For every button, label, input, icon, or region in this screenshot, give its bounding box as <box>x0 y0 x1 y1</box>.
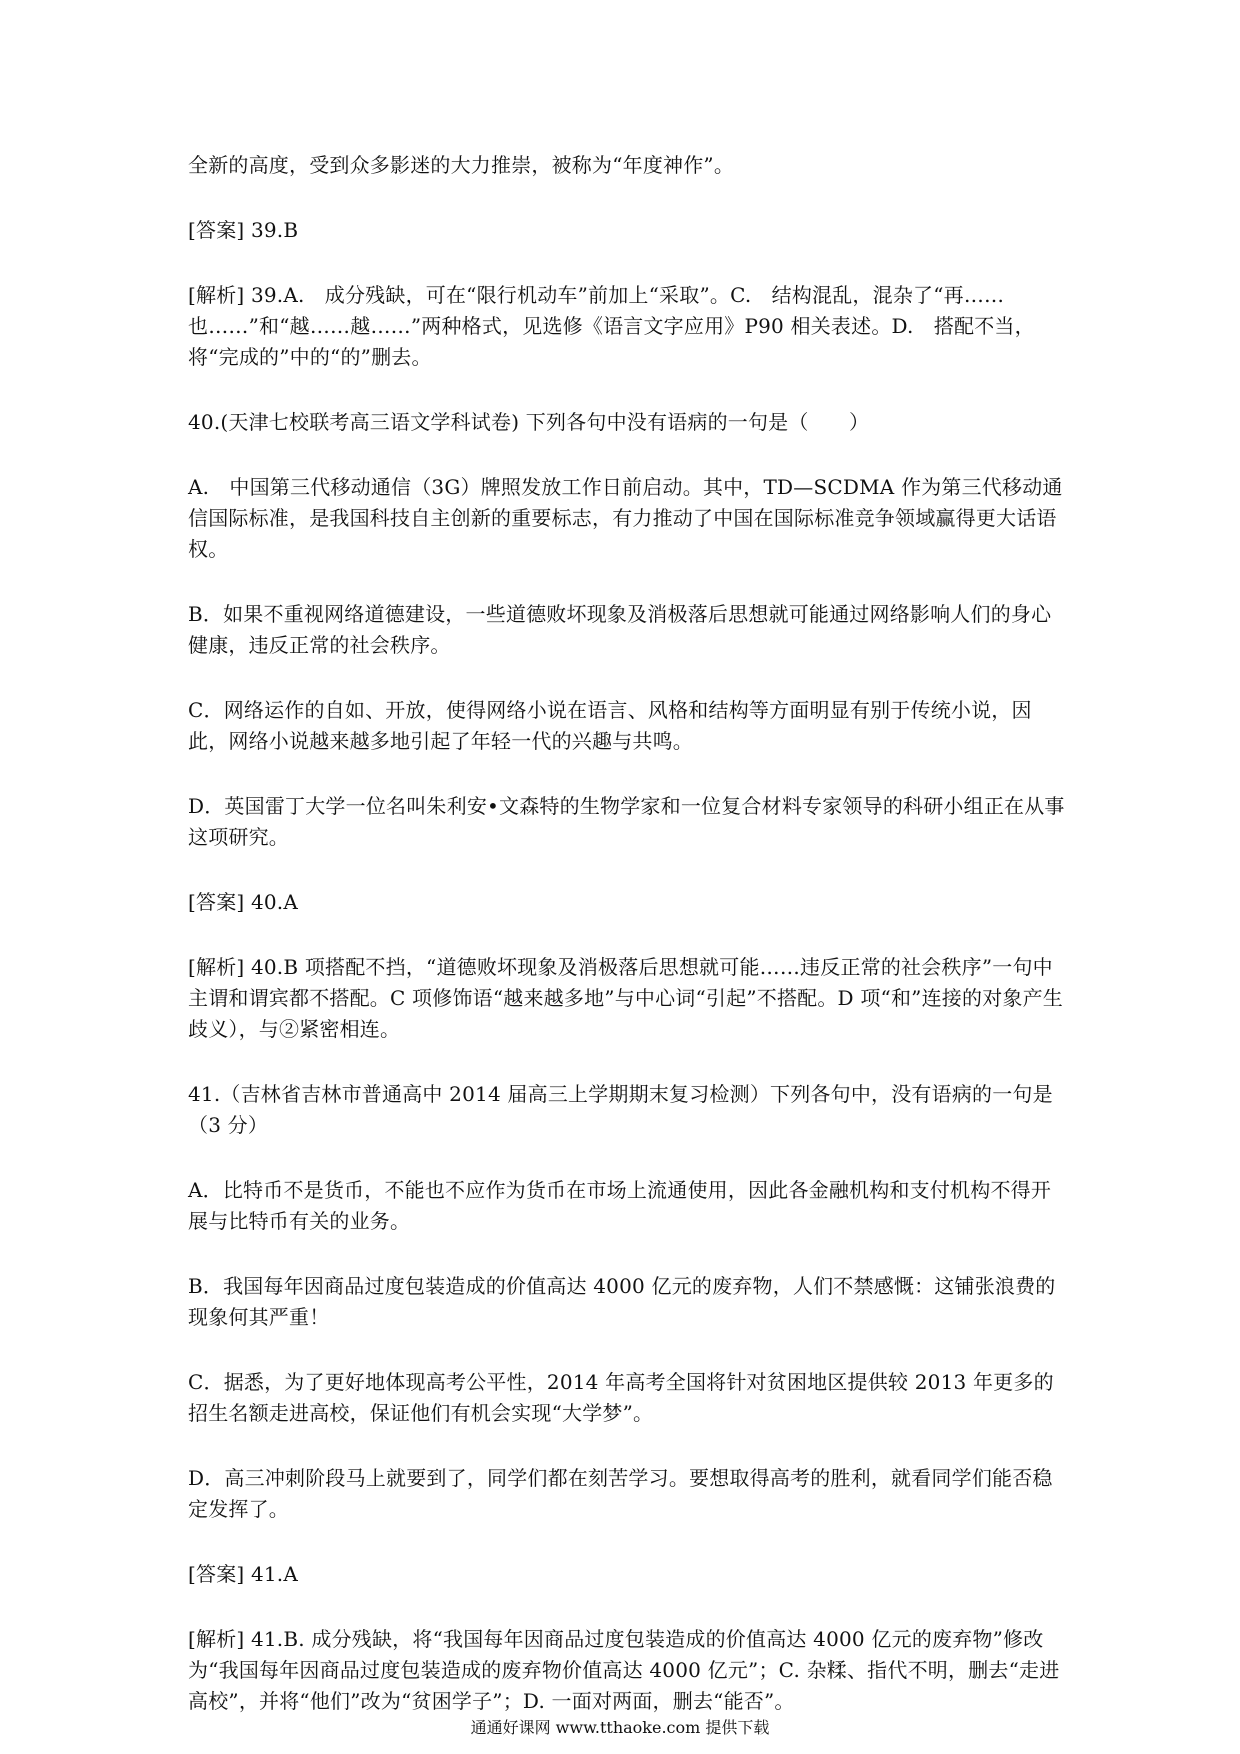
option-40-a: A. 中国第三代移动通信（3G）牌照发放工作日前启动。其中，TD—SCDMA 作为第三代移动通信国际标准，是我国科技自主创新的重要标志，有力推动了中国在国际标准竞争领域赢得更大话语权。 <box>188 475 1063 561</box>
paragraph-continuation: 全新的高度，受到众多影迷的大力推崇，被称为“年度神作”。 <box>188 153 735 177</box>
option-40-d: D．英国雷丁大学一位名叫朱利安•文森特的生物学家和一位复合材料专家领导的科研小组正在从事这项研究。 <box>188 794 1065 849</box>
option-41-b: B．我国每年因商品过度包装造成的价值高达 4000 亿元的废弃物，人们不禁感慨：这铺张浪费的现象何其严重！ <box>188 1274 1056 1329</box>
analysis-39: [解析] 39.A. 成分残缺，可在“限行机动车”前加上“采取”。C. 结构混乱，混杂了“再……也……”和“越……越……”两种格式，见选修《语言文字应用》P90 相关表述。D. 搭配不当，将“完成的”中的“的”删去。 <box>188 283 1035 369</box>
document-body <box>188 150 1068 1751</box>
option-41-a: A．比特币不是货币，不能也不应作为货币在市场上流通使用，因此各金融机构和支付机构不得开展与比特币有关的业务。 <box>188 1178 1052 1233</box>
question-40: 40.(天津七校联考高三语文学科试卷) 下列各句中没有语病的一句是（ ） <box>188 410 870 434</box>
option-40-c: C．网络运作的自如、开放，使得网络小说在语言、风格和结构等方面明显有别于传统小说，因此，网络小说越来越多地引起了年轻一代的兴趣与共鸣。 <box>188 698 1032 753</box>
analysis-40: [解析] 40.B 项搭配不挡，“道德败坏现象及消极落后思想就可能……违反正常的社会秩序”一句中主谓和谓宾都不搭配。C 项修饰语“越来越多地”与中心词“引起”不搭配。D 项“和”连接的对象产生歧义），与②紧密相连。 <box>188 955 1063 1041</box>
option-40-b: B．如果不重视网络道德建设，一些道德败坏现象及消极落后思想就可能通过网络影响人们的身心健康，违反正常的社会秩序。 <box>188 602 1052 657</box>
answer-40: [答案] 40.A <box>188 890 299 914</box>
page-footer: 通通好课网 www.tthaoke.com 提供下载 <box>470 1718 770 1737</box>
answer-41: [答案] 41.A <box>188 1562 299 1586</box>
option-41-d: D．高三冲刺阶段马上就要到了，同学们都在刻苦学习。要想取得高考的胜利，就看同学们能否稳定发挥了。 <box>188 1466 1053 1521</box>
question-41: 41.（吉林省吉林市普通高中 2014 届高三上学期期末复习检测）下列各句中，没有语病的一句是（3 分） <box>188 1082 1053 1137</box>
option-41-c: C．据悉，为了更好地体现高考公平性，2014 年高考全国将针对贫困地区提供较 2013 年更多的招生名额走进高校，保证他们有机会实现“大学梦”。 <box>188 1370 1054 1425</box>
answer-39: [答案] 39.B <box>188 218 299 242</box>
analysis-41: [解析] 41.B. 成分残缺，将“我国每年因商品过度包装造成的价值高达 4000 亿元的废弃物”修改为“我国每年因商品过度包装造成的废弃物价值高达 4000 亿元”；C. 杂糅、指代不明，删去“走进高校”，并将“他们”改为“贫困学子”；D. 一面对两面，删去“能否”。 <box>188 1627 1060 1713</box>
